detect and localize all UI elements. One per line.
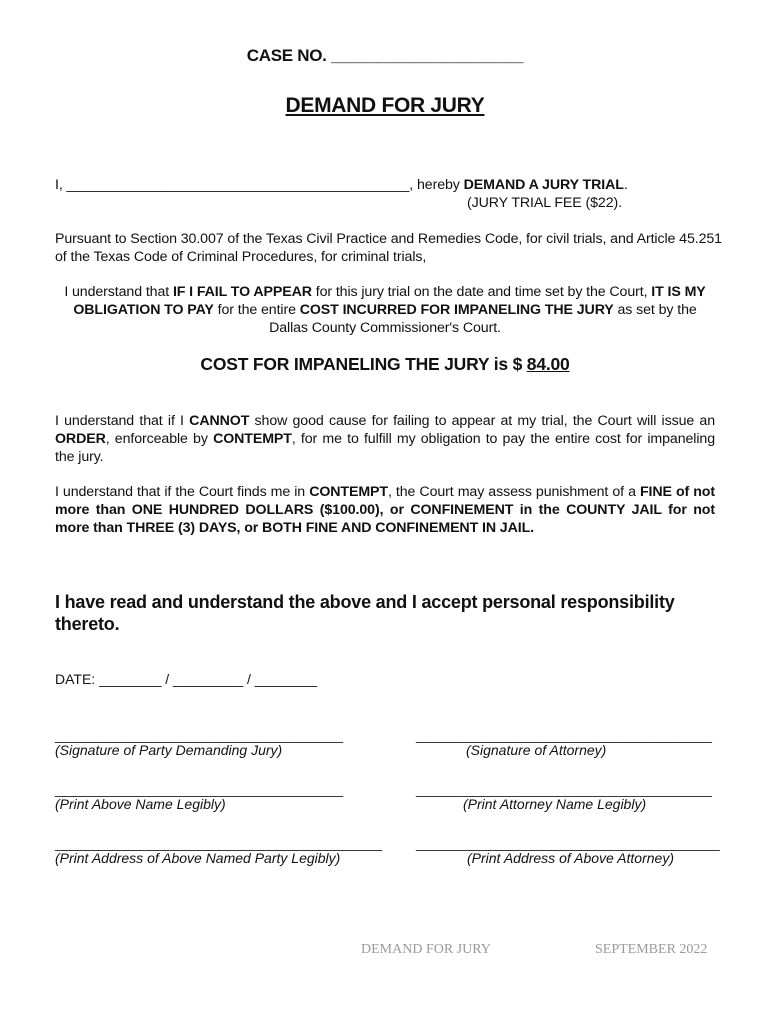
obligation-text-4: as set by the Dallas County Commissioner's Court. [269,302,697,336]
demand-suffix: . [623,177,628,193]
contempt-order-paragraph [55,412,715,466]
understand2-text-2: , the Court may assess punishment of a [388,484,640,500]
contempt-punishment-paragraph [55,483,715,537]
document-title: DEMAND FOR JURY [285,94,485,117]
understand1-text-2: show good cause for failing to appear at my trial, the Court will issue an [249,413,715,429]
understand1-text-4: , for me to fulfill my obligation to pay the entire cost for impaneling the jury. [55,431,715,465]
acceptance-statement: I have read and understand the above and I accept personal responsibility thereto. [55,592,675,634]
obligation-text-3: for the entire [213,302,300,318]
party-name-line[interactable]: _____________________________________ [55,781,344,797]
demand-prefix: I, ____________________________________________, hereby [55,177,464,193]
understand1-text-1: I understand that if I [55,413,190,429]
attorney-address-line[interactable]: _______________________________________ [416,835,720,851]
pursuant-paragraph: Pursuant to Section 30.007 of the Texas Civil Practice and Remedies Code, for civil trials, and Article 45.251 of the Texas Code of Criminal Procedures, for criminal trials, [55,231,722,265]
demand-statement [55,176,735,194]
obligation-bold-3: COST INCURRED FOR IMPANELING THE JURY [299,302,614,318]
party-signature-label: (Signature of Party Demanding Jury) [55,742,283,758]
understand2-bold-2: FINE of not more than ONE HUNDRED DOLLARS ($100.00), or CONFINEMENT in the COUNTY JAIL for not more than THREE (3) DAYS, or BOTH FINE AND CONFINEMENT IN JAIL. [55,484,715,536]
case-number: CASE NO. _____________________ [246,46,524,65]
jury-fee: (JURY TRIAL FEE ($22). [467,195,622,211]
cost-label: COST FOR IMPANELING THE JURY is $ [200,354,527,374]
understand1-bold-1: CANNOT [189,413,250,429]
footer-date: SEPTEMBER 2022 [595,942,708,957]
party-address-label: (Print Address of Above Named Party Legibly) [55,850,341,866]
understand1-bold-2: ORDER [55,431,106,447]
obligation-text-1: I understand that [64,284,173,300]
cost-heading [0,354,770,375]
understand2-text-1: I understand that if the Court finds me in [55,484,310,500]
obligation-bold-1: IF I FAIL TO APPEAR [172,284,312,300]
demand-bold: DEMAND A JURY TRIAL [463,177,624,193]
understand1-bold-3: CONTEMPT [213,431,292,447]
attorney-signature-line[interactable]: ______________________________________ [416,727,712,743]
understand1-text-3: , enforceable by [105,431,214,447]
party-signature-line[interactable]: _____________________________________ [55,727,344,743]
attorney-name-line[interactable]: ______________________________________ [416,781,712,797]
date-field[interactable]: DATE: ________ / _________ / ________ [55,671,318,687]
cost-amount: 84.00 [526,354,570,374]
attorney-address-label: (Print Address of Above Attorney) [467,850,674,866]
obligation-text-2: for this jury trial on the date and time set by the Court, [311,284,652,300]
obligation-paragraph [55,283,715,337]
understand2-bold-1: CONTEMPT [309,484,388,500]
attorney-name-label: (Print Attorney Name Legibly) [463,796,647,812]
footer-form-name: DEMAND FOR JURY [361,942,491,957]
obligation-bold-2: IT IS MY OBLIGATION TO PAY [73,284,706,318]
attorney-signature-label: (Signature of Attorney) [466,742,607,758]
party-address-line[interactable]: __________________________________________ [55,835,383,851]
party-name-label: (Print Above Name Legibly) [55,796,226,812]
